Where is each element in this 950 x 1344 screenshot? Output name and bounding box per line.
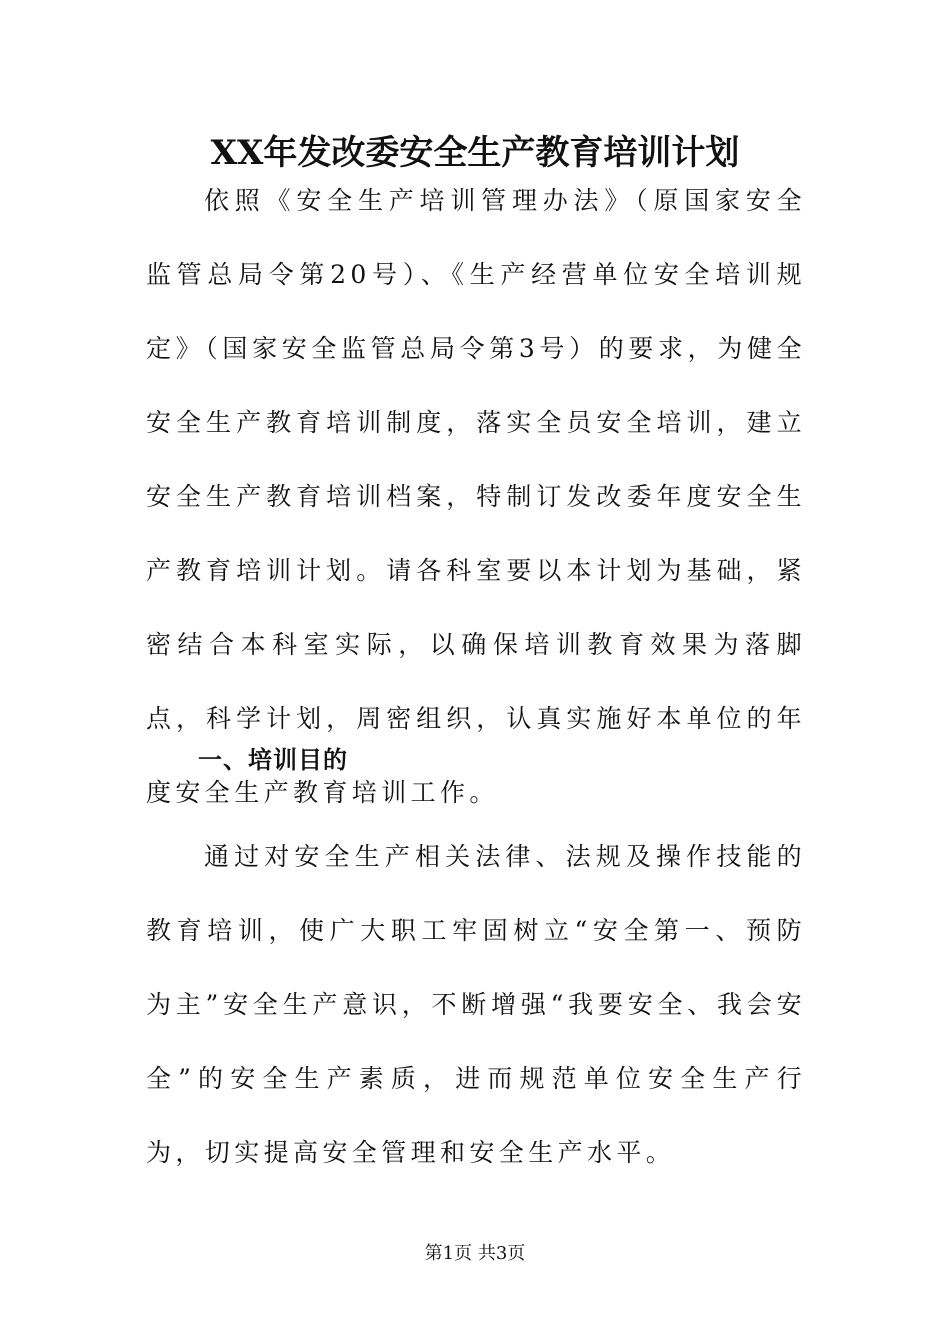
section-heading-purpose: 一、培训目的 (198, 746, 348, 774)
intro-paragraph: 依照《安全生产培训管理办法》（原国家安全监管总局令第20号）、《生产经营单位安全培训规定》（国家安全监管总局令第3号）的要求，为健全安全生产教育培训制度，落实全员安全培训，建立安全生产教育培训档案，特制订发改委年度安全生产教育培训计划。请各科室要以本计划为基础，紧密结合本科室实际，以确保培训教育效果为落脚点，科学计划，周密组织，认真实施好本单位的年度安全生产教育培训工作。 (146, 186, 806, 807)
document-title: XX年发改委安全生产教育培训计划 (210, 133, 740, 173)
page-footer: 第1页 共3页 (424, 1243, 526, 1264)
purpose-paragraph: 通过对安全生产相关法律、法规及操作技能的教育培训，使广大职工牢固树立“安全第一、预防为主”安全生产意识，不断增强“我要安全、我会安全”的安全生产素质，进而规范单位安全生产行为，切实提高安全管理和安全生产水平。 (146, 842, 806, 1167)
